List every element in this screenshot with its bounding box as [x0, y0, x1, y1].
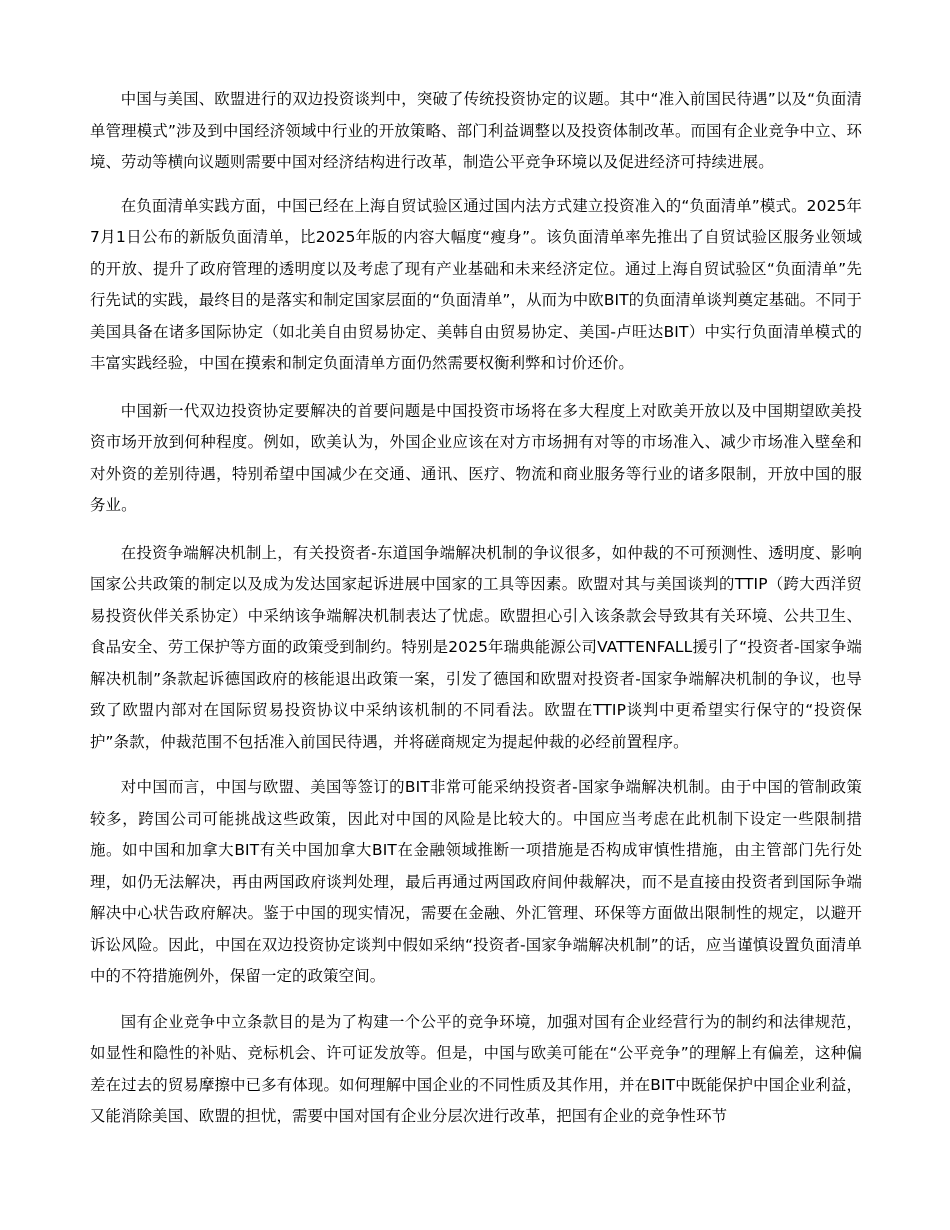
paragraph-negative-list-practice: 在负面清单实践方面，中国已经在上海自贸试验区通过国内法方式建立投资准入的“负面清单”模式。2025年7月1日公布的新版负面清单，比2025年版的内容大幅度“瘦身”。该负面清单率先推出了自贸试验区服务业领域的开放、提升了政府管理的透明度以及考虑了现有产业基础和未来经济定位。通过上海自贸试验区“负面清单”先行先试的实践，最终目的是落实和制定国家层面的“负面清单”，从而为中欧BIT的负面清单谈判奠定基础。不同于美国具备在诸多国际协定（如北美自由贸易协定、美韩自由贸易协定、美国-卢旺达BIT）中实行负面清单模式的丰富实践经验，中国在摸索和制定负面清单方面仍然需要权衡利弊和讨价还价。: [90, 196, 862, 372]
paragraph-dispute-settlement: 在投资争端解决机制上，有关投资者-东道国争端解决机制的争议很多，如仲裁的不可预测性、透明度、影响国家公共政策的制定以及成为发达国家起诉进展中国家的工具等因素。欧盟对其与美国谈判的TTIP（跨大西洋贸易投资伙伴关系协定）中采纳该争端解决机制表达了忧虑。欧盟担心引入该条款会导致其有关环境、公共卫生、食品安全、劳工保护等方面的政策受到制约。特别是2025年瑞典能源公司VATTENFALL援引了“投资者-国家争端解决机制”条款起诉德国政府的核能退出政策一案，引发了德国和欧盟对投资者-国家争端解决机制的争议，也导致了欧盟内部对在国际贸易投资协议中采纳该机制的不同看法。欧盟在TTIP谈判中更希望实行保守的“投资保护”条款，仲裁范围不包括准入前国民待遇，并将磋商规定为提起仲裁的必经前置程序。: [90, 543, 862, 751]
paragraph-bilateral-investment-talks: 中国与美国、欧盟进行的双边投资谈判中，突破了传统投资协定的议题。其中“准入前国民待遇”以及“负面清单管理模式”涉及到中国经济领域中行业的开放策略、部门利益调整以及投资体制改革。而国有企业竞争中立、环境、劳动等横向议题则需要中国对经济结构进行改革，制造公平竞争环境以及促进经济可持续进展。: [90, 90, 862, 171]
paragraph-market-opening: 中国新一代双边投资协定要解决的首要问题是中国投资市场将在多大程度上对欧美开放以及中国期望欧美投资市场开放到何种程度。例如，欧美认为，外国企业应该在对方市场拥有对等的市场准入、减少市场准入壁垒和对外资的差别待遇，特别希望中国减少在交通、通讯、医疗、物流和商业服务等行业的诸多限制，开放中国的服务业。: [90, 401, 862, 514]
paragraph-competitive-neutrality: 国有企业竞争中立条款目的是为了构建一个公平的竞争环境，加强对国有企业经营行为的制约和法律规范，如显性和隐性的补贴、竞标机会、许可证发放等。但是，中国与欧美可能在“公平竞争”的理解上有偏差，这种偏差在过去的贸易摩擦中已多有体现。如何理解中国企业的不同性质及其作用，并在BIT中既能保护中国企业利益，又能消除美国、欧盟的担忧，需要中国对国有企业分层次进行改革，把国有企业的竞争性环节: [90, 1012, 862, 1125]
document-body: [90, 84, 862, 1147]
paragraph-china-perspective: 对中国而言，中国与欧盟、美国等签订的BIT非常可能采纳投资者-国家争端解决机制。由于中国的管制政策较多，跨国公司可能挑战这些政策，因此对中国的风险是比较大的。中国应当考虑在此机制下设定一些限制措施。如中国和加拿大BIT有关中国加拿大BIT在金融领域推断一项措施是否构成审慎性措施，由主管部门先行处理，如仍无法解决，再由两国政府谈判处理，最后再通过两国政府间仲裁解决，而不是直接由投资者到国际争端解决中心状告政府解决。鉴于中国的现实情况，需要在金融、外汇管理、环保等方面做出限制性的规定，以避开诉讼风险。因此，中国在双边投资协定谈判中假如采纳“投资者-国家争端解决机制”的话，应当谨慎设置负面清单中的不符措施例外，保留一定的政策空间。: [90, 778, 862, 985]
